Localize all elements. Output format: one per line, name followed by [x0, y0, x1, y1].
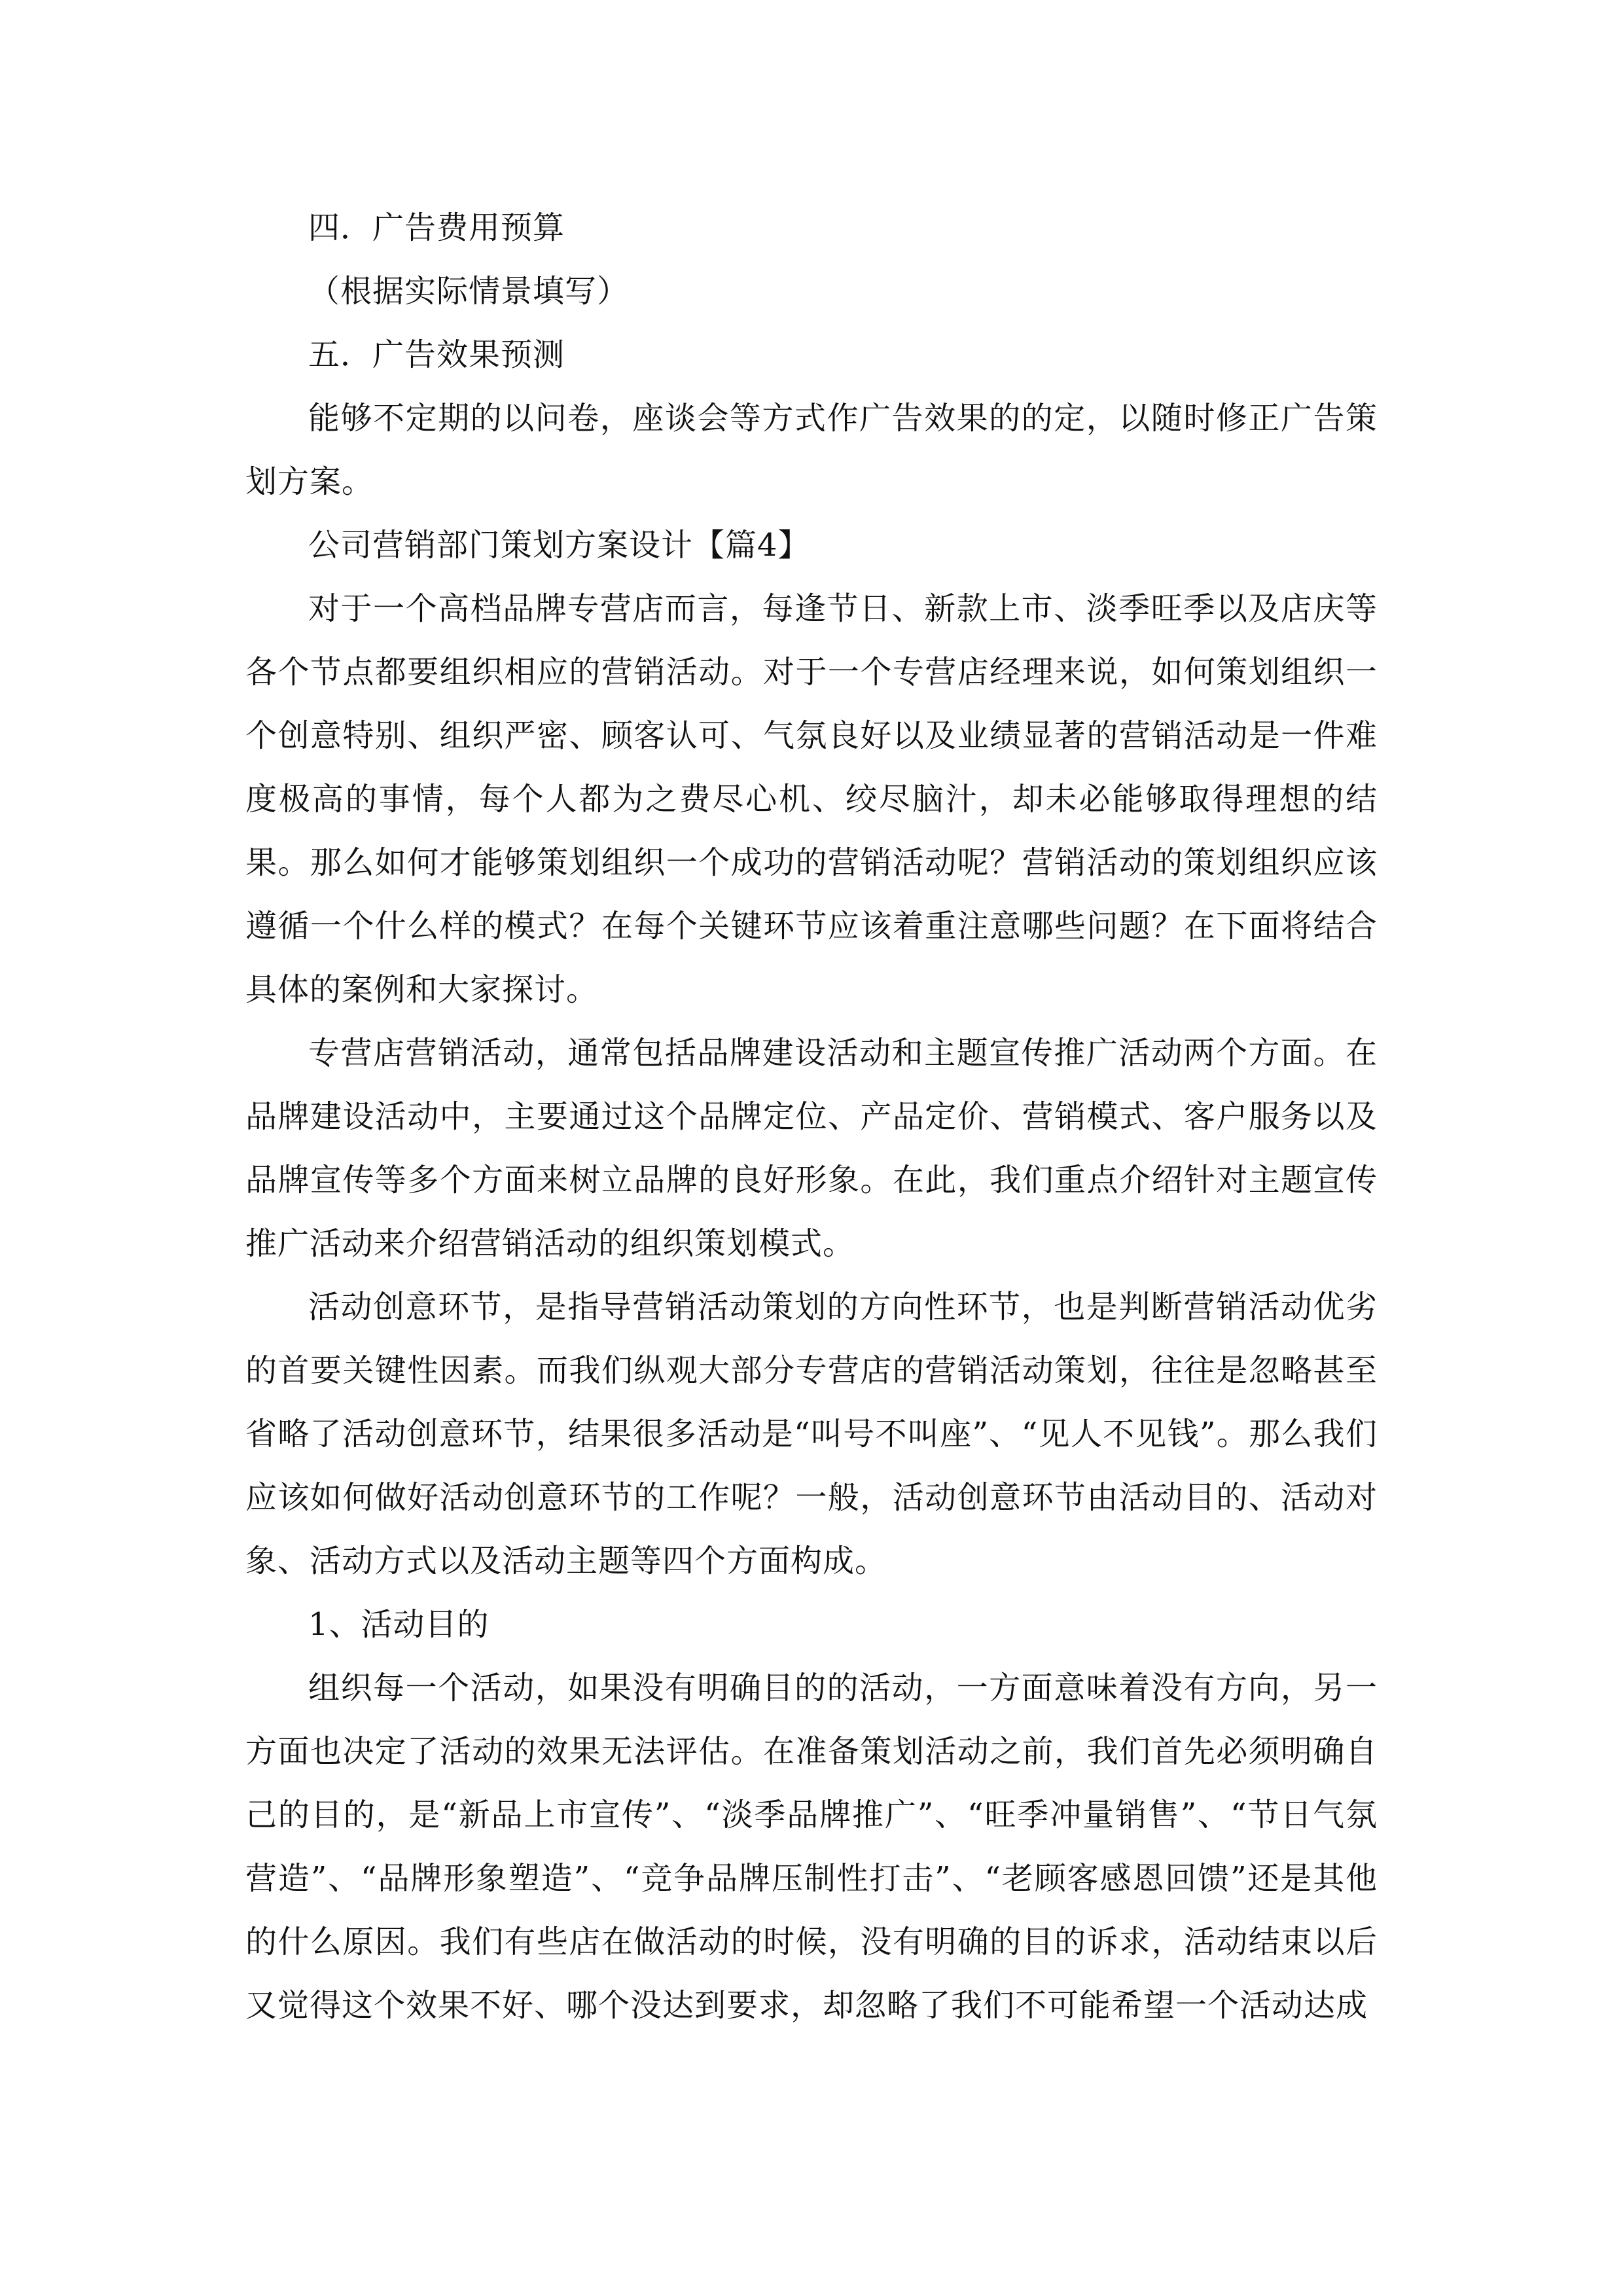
ad-effect-paragraph: 能够不定期的以问卷，座谈会等方式作广告效果的的定，以随时修正广告策划方案。 [245, 400, 1378, 500]
document-body [245, 196, 1378, 2037]
section-heading-ad-budget: 四．广告费用预算 [308, 209, 565, 246]
section-heading-ad-effect: 五．广告效果预测 [308, 336, 565, 373]
creative-stage-paragraph: 活动创意环节，是指导营销活动策划的方向性环节，也是判断营销活动优劣的首要关键性因素。而我们纵观大部分专营店的营销活动策划，往往是忽略甚至省略了活动创意环节，结果很多活动是“叫号不叫座”、“见人不见钱”。那么我们应该如何做好活动创意环节的工作呢？一般，活动创意环节由活动目的、活动对象、活动方式以及活动主题等四个方面构成。 [245, 1289, 1378, 1579]
activity-goal-paragraph: 组织每一个活动，如果没有明确目的的活动，一方面意味着没有方向，另一方面也决定了活动的效果无法评估。在准备策划活动之前，我们首先必须明确自己的目的，是“新品上市宣传”、“淡季品牌推广”、“旺季冲量销售”、“节日气氛营造”、“品牌形象塑造”、“竞争品牌压制性打击”、“老顾客感恩回馈”还是其他的什么原因。我们有些店在做活动的时候，没有明确的目的诉求，活动结束以后又觉得这个效果不好、哪个没达到要求，却忽略了我们不可能希望一个活动达成 [245, 1670, 1378, 2024]
subheading-activity-goal: 1、活动目的 [308, 1606, 490, 1643]
article-title: 公司营销部门策划方案设计【篇4】 [308, 527, 810, 564]
store-marketing-paragraph: 专营店营销活动，通常包括品牌建设活动和主题宣传推广活动两个方面。在品牌建设活动中，主要通过这个品牌定位、产品定价、营销模式、客户服务以及品牌宣传等多个方面来树立品牌的良好形象。在此，我们重点介绍针对主题宣传推广活动来介绍营销活动的组织策划模式。 [245, 1035, 1378, 1262]
budget-note: （根据实际情景填写） [308, 273, 630, 310]
intro-paragraph: 对于一个高档品牌专营店而言，每逢节日、新款上市、淡季旺季以及店庆等各个节点都要组织相应的营销活动。对于一个专营店经理来说，如何策划组织一个创意特别、组织严密、顾客认可、气氛良好以及业绩显著的营销活动是一件难度极高的事情，每个人都为之费尽心机、绞尽脑汁，却未必能够取得理想的结果。那么如何才能够策划组织一个成功的营销活动呢？营销活动的策划组织应该遵循一个什么样的模式？在每个关键环节应该着重注意哪些问题？在下面将结合具体的案例和大家探讨。 [245, 590, 1378, 1008]
